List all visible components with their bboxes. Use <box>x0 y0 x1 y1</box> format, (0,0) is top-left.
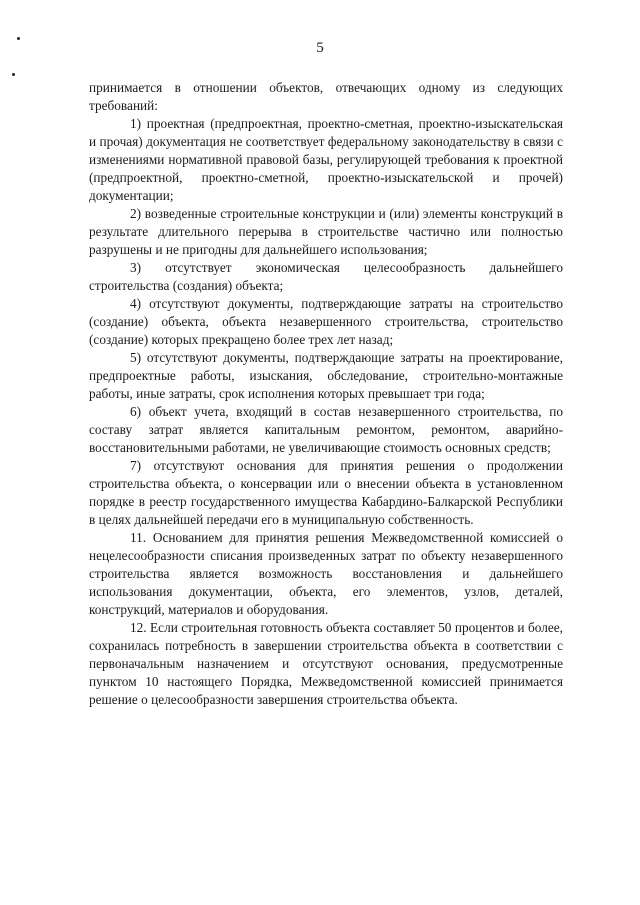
clause-12: 12. Если строительная готовность объекта составляет 50 процентов и более, сохранилась потребность в завершении строительства объекта в соответствии с первоначальным назначением и отсутствуют основания, предусмотренные пунктом 10 настоящего Порядка, Межведомственной комиссией принимается решение о целесообразности завершения строительства объекта. <box>89 620 563 707</box>
scan-dot-mark <box>12 73 15 76</box>
list-item-6: 6) объект учета, входящий в состав незавершенного строительства, по составу затрат является капитальным ремонтом, ремонтом, аварийно-восстановительными работами, не увеличивающие стоимость основных средств; <box>89 404 563 455</box>
page-number: 5 <box>316 40 324 56</box>
list-item-3: 3) отсутствует экономическая целесообразность дальнейшего строительства (создания) объекта; <box>89 260 563 293</box>
list-item-5: 5) отсутствуют документы, подтверждающие затраты на проектирование, предпроектные работы, изыскания, обследование, строительно-монтажные работы, иные затраты, срок исполнения которых превышает три года; <box>89 350 563 401</box>
clause-11: 11. Основанием для принятия решения Межведомственной комиссией о нецелесообразности списания произведенных затрат по объекту незавершенного строительства является возможность восстановления и дальнейшего использования документации, объекта, его элементов, узлов, деталей, конструкций, материалов и оборудования. <box>89 530 563 617</box>
list-item-7: 7) отсутствуют основания для принятия решения о продолжении строительства объекта, о консервации или о внесении объекта в установленном порядке в реестр государственного имущества Кабардино-Балкарской Республики в целях дальнейшей передачи его в муниципальную собственность. <box>89 458 563 527</box>
list-item-4: 4) отсутствуют документы, подтверждающие затраты на строительство (создание) объекта, объекта незавершенного строительства, строительство (создание) которых прекращено более трех лет назад; <box>89 296 563 347</box>
paragraph-intro: принимается в отношении объектов, отвечающих одному из следующих требований: <box>89 80 563 113</box>
list-item-2: 2) возведенные строительные конструкции и (или) элементы конструкций в результате длительного перерыва в строительстве частично или полностью разрушены и не пригодны для дальнейшего использования; <box>89 206 563 257</box>
list-item-1: 1) проектная (предпроектная, проектно-сметная, проектно-изыскательская и прочая) документация не соответствует федеральному законодательству в связи с изменениями нормативной правовой базы, регулирующей требования к проектной (предпроектной, проектно-сметной, проектно-изыскательской и прочей) документации; <box>89 116 563 203</box>
document-body <box>89 79 563 709</box>
